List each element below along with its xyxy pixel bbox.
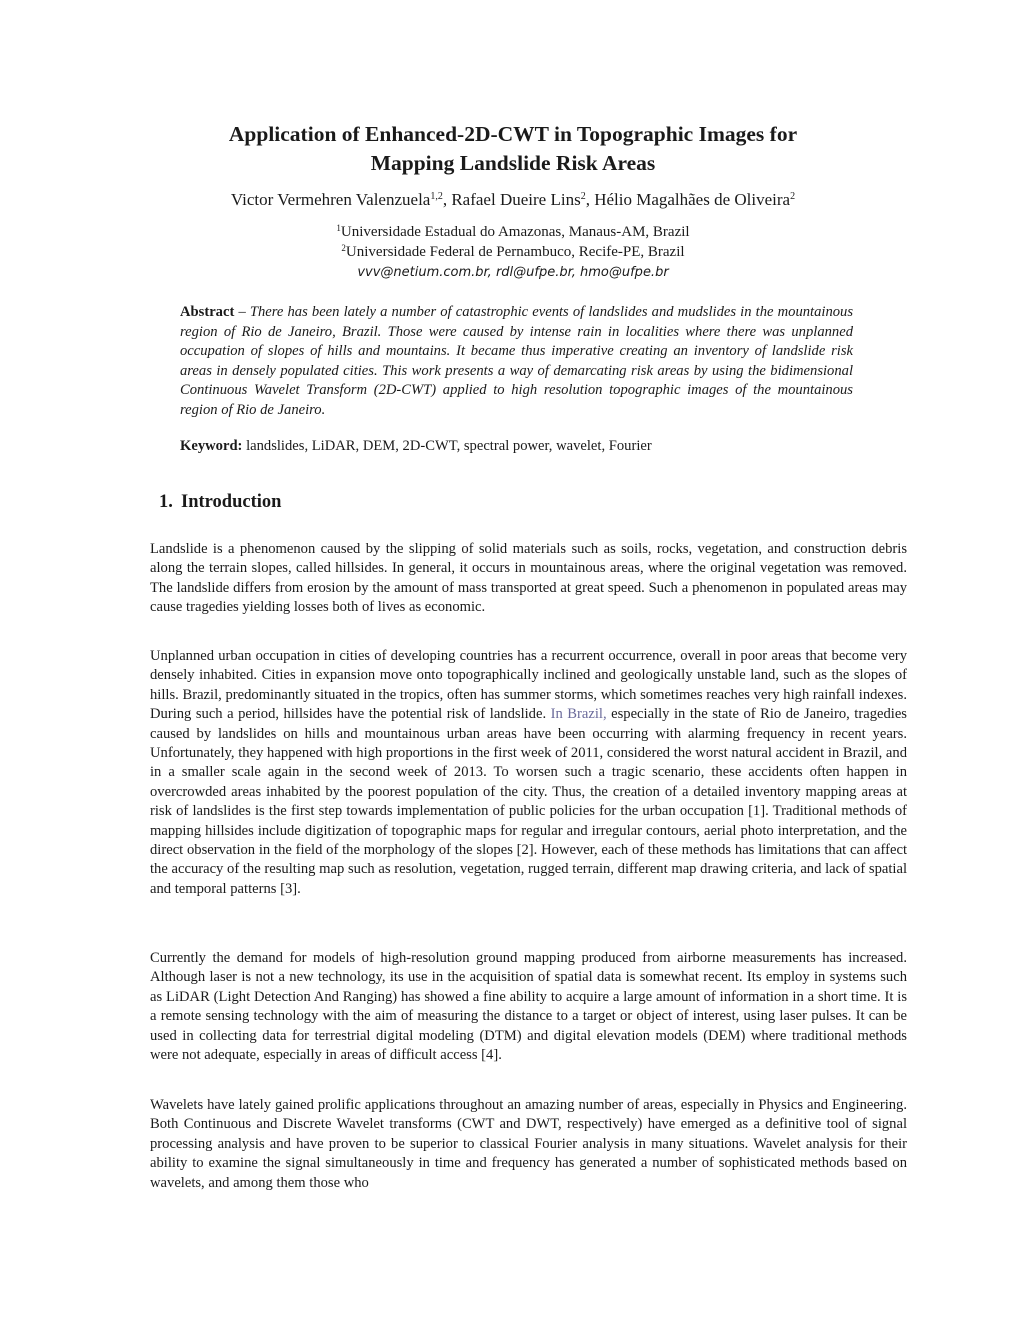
intro-paragraph-2-part-a: Unplanned urban occupation in cities of developing countries has a recurrent occurrence, overall in poor areas that become very densely inhabited. Cities in expansion move onto topographically inclined and geologically unstable land, such as the slopes of hills. Brazil, predominantly situated in the tropics, often has summer storms, which sometimes reaches very high rainfall indexes. During such a period, hillsides have the potential risk of landslide.: [150, 648, 907, 723]
paper-title: [150, 120, 876, 178]
abstract-text: There has been lately a number of catastrophic events of landslides and mudslides in the mountainous region of Rio de Janeiro, Brazil. Those were caused by intense rain in localities where there was unplanned occupation of slopes of hills and mountains. It became thus imperative creating an inventory of landslide risk areas in densely populated cities. This work presents a way of demarcating risk areas by using the bidimensional Continuous Wavelet Transform (2D-CWT) applied to high resolution topographic images of the mountainous region of Rio de Janeiro.: [180, 304, 854, 418]
paper-title-line1: Application of Enhanced-2D-CWT in Topographic Images for: [228, 122, 798, 146]
intro-paragraph-3: Currently the demand for models of high-resolution ground mapping produced from airborne measurements has increased. Although laser is not a new technology, its use in the acquisition of spatial data is somewhat recent. Its employ in systems such as LiDAR (Light Detection And Ranging) has showed a fine ability to acquire a large amount of information in a short time. It is a remote sensing technology with the aim of measuring the distance to a target or object of interest, using laser pulses. It can be used in collecting data for terrestrial digital modeling (DTM) and digital elevation models (DEM) where traditional methods were not adequate, especially in areas of difficult access [4].: [150, 950, 907, 1064]
section-heading-introduction: [159, 490, 281, 514]
abstract-label: Abstract: [180, 304, 235, 320]
keywords: [180, 437, 853, 457]
affiliation-2: [150, 242, 876, 262]
author-list: [150, 189, 876, 211]
author-name: Rafael Dueire Lins: [451, 190, 581, 209]
author-separator: ,: [442, 190, 452, 209]
section-number: 1.: [159, 492, 173, 512]
author-emails: vvv@netium.com.br, rdl@ufpe.br, hmo@ufpe.br: [357, 265, 669, 280]
affiliation-text: Universidade Estadual do Amazonas, Manaus-AM, Brazil: [340, 224, 690, 240]
affiliation-text: Universidade Federal de Pernambuco, Recife-PE, Brazil: [345, 244, 685, 260]
intro-paragraph-2: [150, 647, 907, 899]
author-affiliation-marker: 2: [790, 191, 796, 202]
keywords-list: landslides, LiDAR, DEM, 2D-CWT, spectral power, wavelet, Fourier: [242, 438, 652, 454]
author-name: Victor Vermehren Valenzuela: [230, 190, 431, 209]
author-separator: ,: [585, 190, 595, 209]
abstract-dash: –: [234, 304, 250, 320]
section-title: Introduction: [181, 492, 282, 512]
affiliation-marker: 1: [336, 223, 341, 233]
paper-title-line2: Mapping Landslide Risk Areas: [370, 151, 656, 175]
intro-paragraph-2-part-b: especially in the state of Rio de Janeiro, tragedies caused by landslides on hills and mountainous urban areas have been occurring with alarming frequency in recent years. Unfortunately, they happened with high proportions in the first week of 2011, considered the worst natural accident in Brazil, and in a smaller scale again in the second week of 2013. To worsen such a tragic scenario, these accidents often happen in overcrowded areas inhabited by the poorest population of the city. Thus, the creation of a detailed inventory mapping areas at risk of landslides is the first step towards implementation of public policies for the urban occupation [1]. Traditional methods of mapping hillsides include digitization of topographic maps for regular and irregular contours, aerial photo interpretation, and the direct observation in the field of the morphology of the slopes [2]. However, each of these methods has limitations that can affect the accuracy of the resulting map such as resolution, vegetation, rugged terrain, different map drawing criteria, and lack of spatial and temporal patterns [3].: [150, 706, 907, 897]
author-name: Hélio Magalhães de Oliveira: [594, 190, 791, 209]
keywords-label: Keyword:: [180, 438, 243, 454]
author-affiliation-marker: 1,2: [430, 191, 443, 202]
highlighted-text: In Brazil,: [550, 706, 607, 723]
intro-paragraph-1: Landslide is a phenomenon caused by the slipping of solid materials such as soils, rocks, vegetation, and construction debris along the terrain slopes, called hillsides. In general, it occurs in mountainous areas, where the original vegetation was removed. The landslide differs from erosion by the amount of mass transported at great speed. Such a phenomenon in populated areas may cause tragedies yielding losses both of lives as economic.: [150, 541, 907, 616]
intro-paragraph-4: Wavelets have lately gained prolific applications throughout an amazing number of areas, especially in Physics and Engineering. Both Continuous and Discrete Wavelet transforms (CWT and DWT, respectively) have emerged as a definitive tool of signal processing analysis and have proven to be superior to classical Fourier analysis in many situations. Wavelet analysis for their ability to examine the signal simultaneously in time and frequency has generated a number of sophisticated methods based on wavelets, and among them those who: [150, 1097, 907, 1191]
author-affiliation-marker: 2: [580, 191, 586, 202]
affiliation-marker: 2: [341, 243, 346, 253]
abstract: [180, 303, 853, 420]
affiliation-1: [150, 222, 876, 242]
